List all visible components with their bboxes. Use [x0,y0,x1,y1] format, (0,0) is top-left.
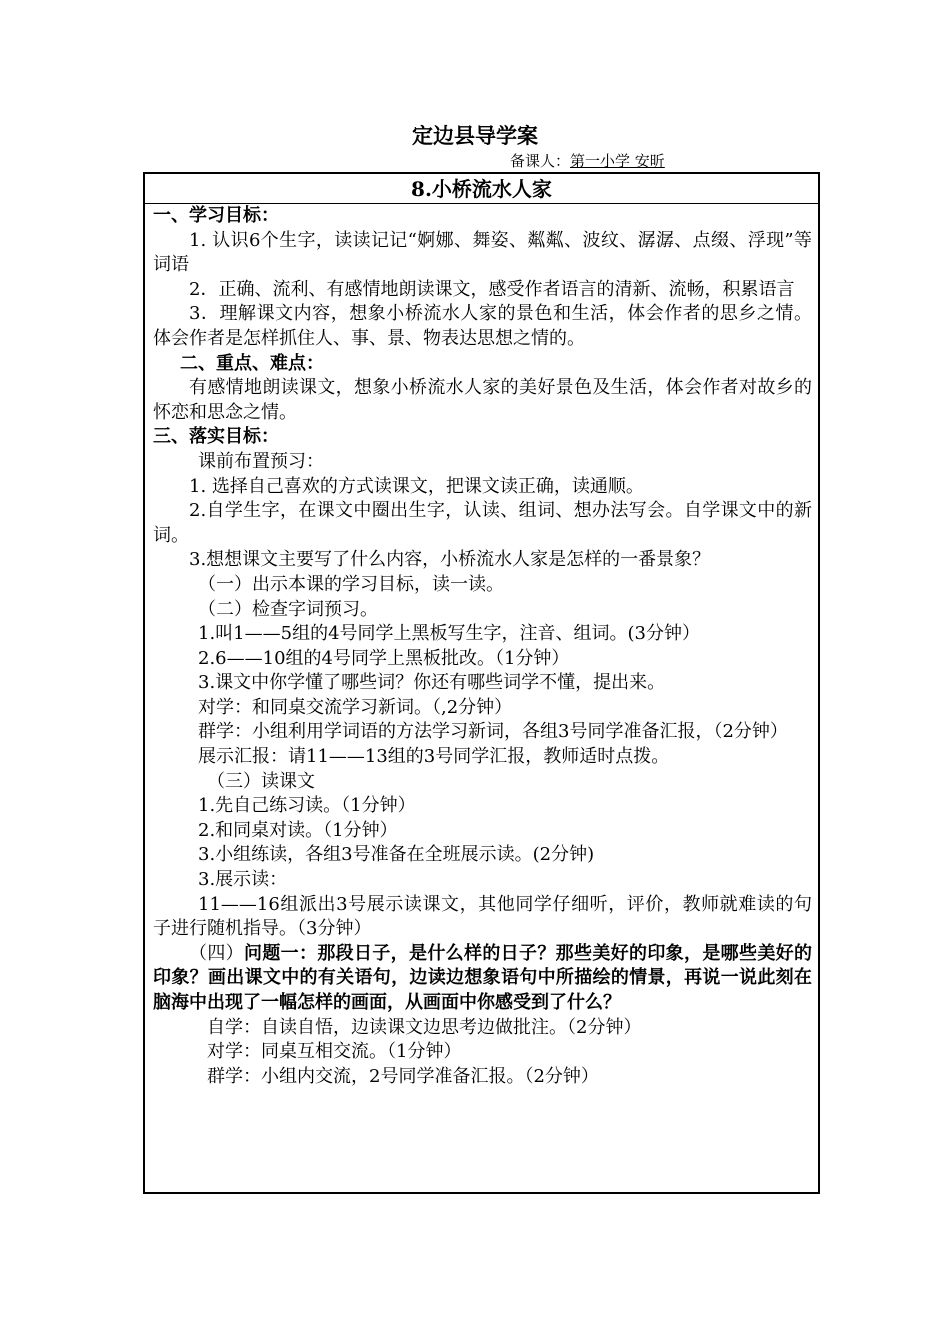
section-heading-key-points: 二、重点、难点： [180,352,324,374]
step-heading: （二）检查字词预习。 [198,598,378,620]
question-one-text: 问题一：那段日子，是什么样的日子？那些美好的印象，是哪些美好的印象？画出课文中的有关语句，边读边想象语句中所描绘的情景，再说一说此刻在脑海中出现了一幅怎样的画面，从画面中你感受到了什么？ [153,942,812,1013]
step-item: 群学：小组内交流，2号同学准备汇报。（2分钟） [207,1065,599,1087]
goal-item: 1. 认识6个生字，读读记记“婀娜、舞姿、粼粼、波纹、潺潺、点缀、浮现”等词语 [153,229,812,276]
lesson-table [143,172,820,1194]
preview-heading: 课前布置预习： [198,450,324,472]
document-title: 定边县导学案 [412,123,538,148]
preview-item: 2.自学生字，在课文中圈出生字，认读、组词、想办法写会。自学课文中的新词。 [153,500,812,546]
step-item: 3.课文中你学懂了哪些词？你还有哪些词学不懂，提出来。 [198,672,666,694]
step-item: 群学：小组利用学词语的方法学习新词，各组3号同学准备汇报，（2分钟） [198,721,788,743]
preview-item: 1. 选择自己喜欢的方式读课文，把课文读正确，读通顺。 [189,475,644,497]
lesson-content [153,204,812,1089]
step-four-prefix: （四） [189,942,244,964]
preparer-line [510,150,665,171]
step-item: 3.小组练读，各组3号准备在全班展示读。(2分钟) [198,844,595,866]
section-heading-goals: 一、学习目标： [153,205,279,226]
lesson-title: 8.小桥流水人家 [145,176,818,204]
preparer-name: 第一小学 安昕 [570,152,665,170]
goal-item: 3．理解课文内容，想象小桥流水人家的景色和生活，体会作者的思乡之情。体会作者是怎样抓住人、事、景、物表达思想之情的。 [153,303,812,349]
step-item: 11——16组派出3号展示读课文，其他同学仔细听，评价，教师就难读的句子进行随机指导。（3分钟） [153,893,812,940]
preparer-label: 备课人： [510,152,571,170]
step-item: 对学：和同桌交流学习新词。（,2分钟） [198,696,513,718]
section-heading-implementation: 三、落实目标： [153,426,279,448]
step-item: 对学：同桌互相交流。（1分钟） [207,1041,462,1063]
preview-item: 3.想想课文主要写了什么内容，小桥流水人家是怎样的一番景象？ [189,549,711,571]
step-item: 3.展示读： [198,869,288,891]
question-one [153,942,812,1016]
step-item: 展示汇报：请11——13组的3号同学汇报，教师适时点拨。 [198,746,670,768]
step-heading: （三）读课文 [207,770,315,792]
step-item: 2.和同桌对读。（1分钟） [198,819,398,841]
step-item: 1.先自己练习读。（1分钟） [198,795,416,817]
goal-item: 2．正确、流利、有感情地朗读课文，感受作者语言的清新、流畅，积累语言 [189,278,795,300]
key-points-text: 有感情地朗读课文，想象小桥流水人家的美好景色及生活，体会作者对故乡的怀恋和思念之情。 [153,377,812,423]
step-item: 1.叫1——5组的4号同学上黑板写生字，注音、组词。(3分钟） [198,623,701,645]
step-heading: （一）出示本课的学习目标，读一读。 [198,573,504,595]
step-item: 2.6——10组的4号同学上黑板批改。（1分钟） [198,647,570,669]
step-item: 自学：自读自悟，边读课文边思考边做批注。（2分钟） [207,1016,642,1038]
